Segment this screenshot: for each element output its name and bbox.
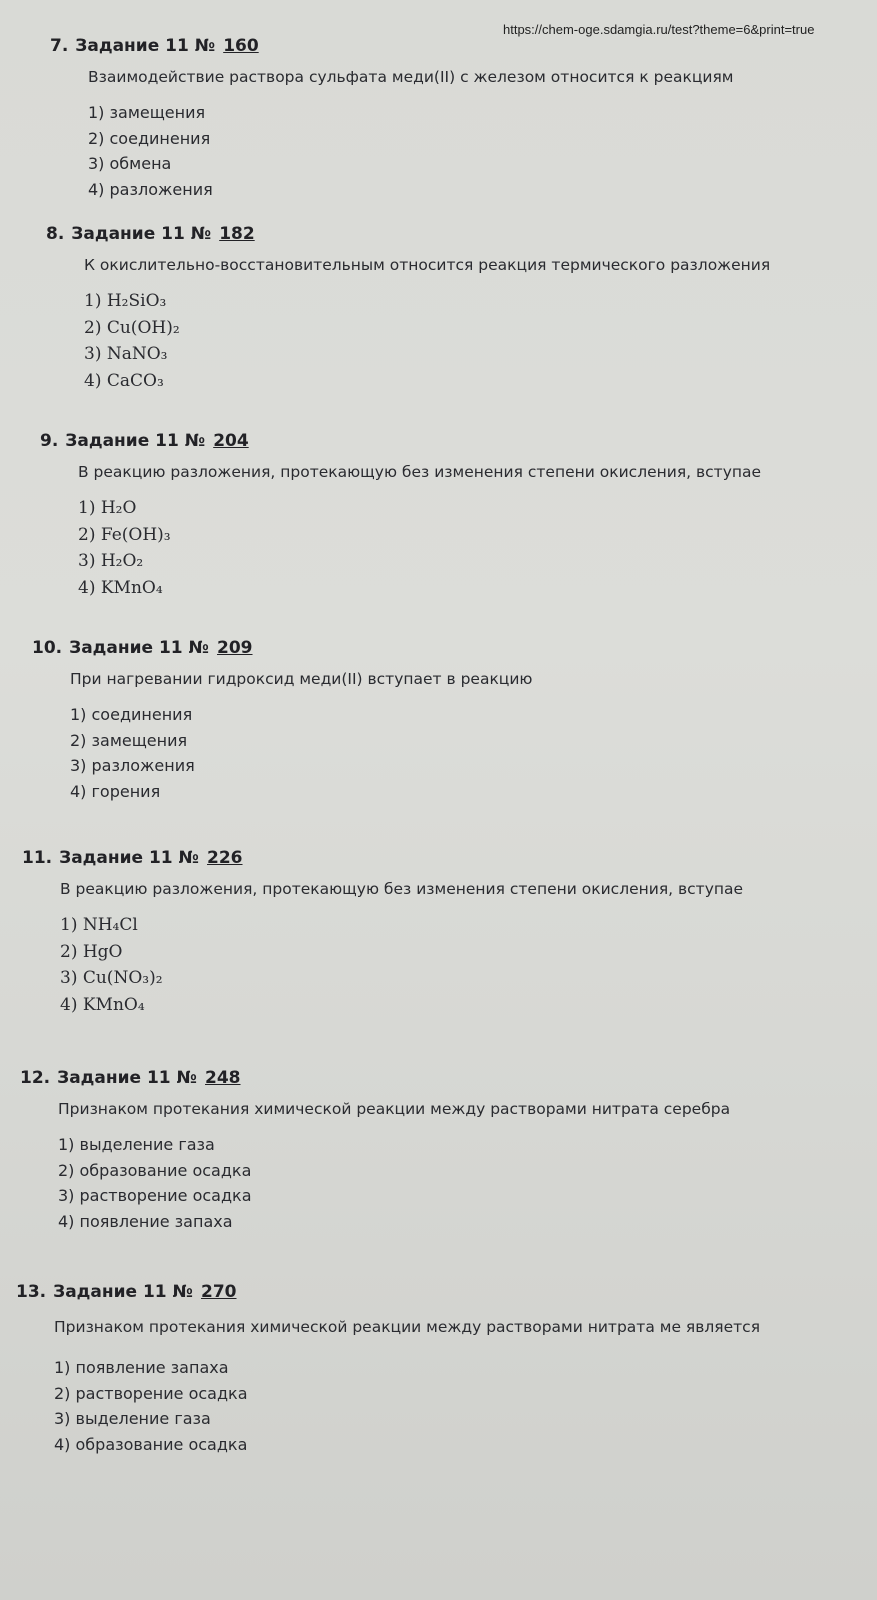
task-number: 12.: [20, 1068, 51, 1088]
task-title: Задание 11 №: [75, 36, 216, 56]
answer-option: 2) Fe(OH)₃: [78, 524, 171, 545]
task-block: [32, 638, 532, 804]
answer-option: 4) образование осадка: [54, 1434, 248, 1454]
task-question: В реакцию разложения, протекающую без изменения степени окисления, вступае: [60, 880, 744, 898]
task-id-link[interactable]: 204: [213, 431, 249, 451]
task-question: Признаком протекания химической реакции между растворами нитрата серебра: [58, 1100, 731, 1118]
task-id-link[interactable]: 270: [201, 1282, 237, 1302]
task-number: 10.: [32, 638, 63, 658]
task-question: При нагревании гидроксид меди(II) вступает в реакцию: [70, 670, 533, 688]
task-heading: [20, 1068, 730, 1088]
answer-option: 4) разложения: [88, 179, 213, 199]
task-heading: [40, 431, 761, 451]
task-question: В реакцию разложения, протекающую без изменения степени окисления, вступае: [78, 463, 762, 481]
task-number: 11.: [22, 848, 53, 868]
answer-option: 1) соединения: [70, 705, 193, 724]
task-question: Взаимодействие раствора сульфата меди(II) с железом относится к реакциям: [88, 68, 734, 86]
task-question: Признаком протекания химической реакции между растворами нитрата ме является: [54, 1318, 761, 1336]
answer-option: 2) замещения: [70, 730, 188, 750]
answer-option: 1) NH₄Cl: [60, 915, 138, 935]
answer-option: 1) H₂SiO₃: [84, 291, 167, 311]
answer-options: [88, 100, 734, 202]
answer-option: 2) HgO: [60, 941, 123, 962]
task-block: [46, 224, 770, 394]
task-heading: [32, 638, 532, 658]
task-id-link[interactable]: 209: [217, 638, 253, 658]
answer-option: 2) растворение осадка: [54, 1383, 248, 1403]
task-number: 13.: [16, 1282, 47, 1302]
answer-option: 4) KMnO₄: [60, 994, 145, 1015]
answer-option: 3) обмена: [88, 154, 172, 173]
task-block: [40, 431, 761, 601]
task-block: [22, 848, 743, 1018]
task-id-link[interactable]: 182: [219, 224, 255, 244]
task-block: [16, 1282, 866, 1457]
task-id-link[interactable]: 160: [223, 36, 259, 56]
task-heading: [46, 224, 770, 244]
task-number: 7.: [50, 36, 69, 56]
task-question: К окислительно-восстановительным относится реакция термического разложения: [84, 256, 771, 274]
task-title: Задание 11 №: [59, 848, 200, 868]
answer-option: 3) H₂O₂: [78, 551, 144, 571]
answer-option: 3) растворение осадка: [58, 1186, 252, 1205]
task-block: [50, 36, 734, 202]
page-url: https://chem-oge.sdamgia.ru/test?theme=6&print=true: [503, 22, 815, 37]
task-title: Задание 11 №: [69, 638, 210, 658]
answer-option: 2) образование осадка: [58, 1160, 252, 1180]
task-number: 8.: [46, 224, 65, 244]
answer-option: 2) Cu(OH)₂: [84, 317, 180, 338]
answer-option: 3) выделение газа: [54, 1409, 211, 1428]
task-block: [20, 1068, 730, 1234]
task-id-link[interactable]: 248: [205, 1068, 241, 1088]
answer-options: [84, 288, 770, 394]
answer-option: 4) появление запаха: [58, 1211, 233, 1231]
task-number: 9.: [40, 431, 59, 451]
answer-options: [58, 1132, 730, 1234]
task-heading: [16, 1282, 866, 1302]
answer-option: 3) NaNO₃: [84, 344, 168, 364]
task-heading: [50, 36, 734, 56]
answer-option: 4) горения: [70, 781, 161, 801]
answer-option: 3) Cu(NO₃)₂: [60, 968, 163, 988]
answer-option: 3) разложения: [70, 756, 195, 775]
task-title: Задание 11 №: [53, 1282, 194, 1302]
task-heading: [22, 848, 743, 868]
answer-options: [54, 1355, 866, 1457]
task-title: Задание 11 №: [57, 1068, 198, 1088]
answer-option: 2) соединения: [88, 128, 211, 148]
answer-options: [70, 702, 532, 804]
answer-option: 4) CaCO₃: [84, 370, 164, 391]
answer-options: [78, 495, 761, 601]
answer-option: 1) замещения: [88, 103, 206, 122]
task-title: Задание 11 №: [71, 224, 212, 244]
task-id-link[interactable]: 226: [207, 848, 243, 868]
answer-option: 1) появление запаха: [54, 1358, 229, 1377]
answer-option: 1) H₂O: [78, 498, 137, 518]
task-title: Задание 11 №: [65, 431, 206, 451]
answer-option: 4) KMnO₄: [78, 577, 163, 598]
answer-option: 1) выделение газа: [58, 1135, 215, 1154]
answer-options: [60, 912, 743, 1018]
